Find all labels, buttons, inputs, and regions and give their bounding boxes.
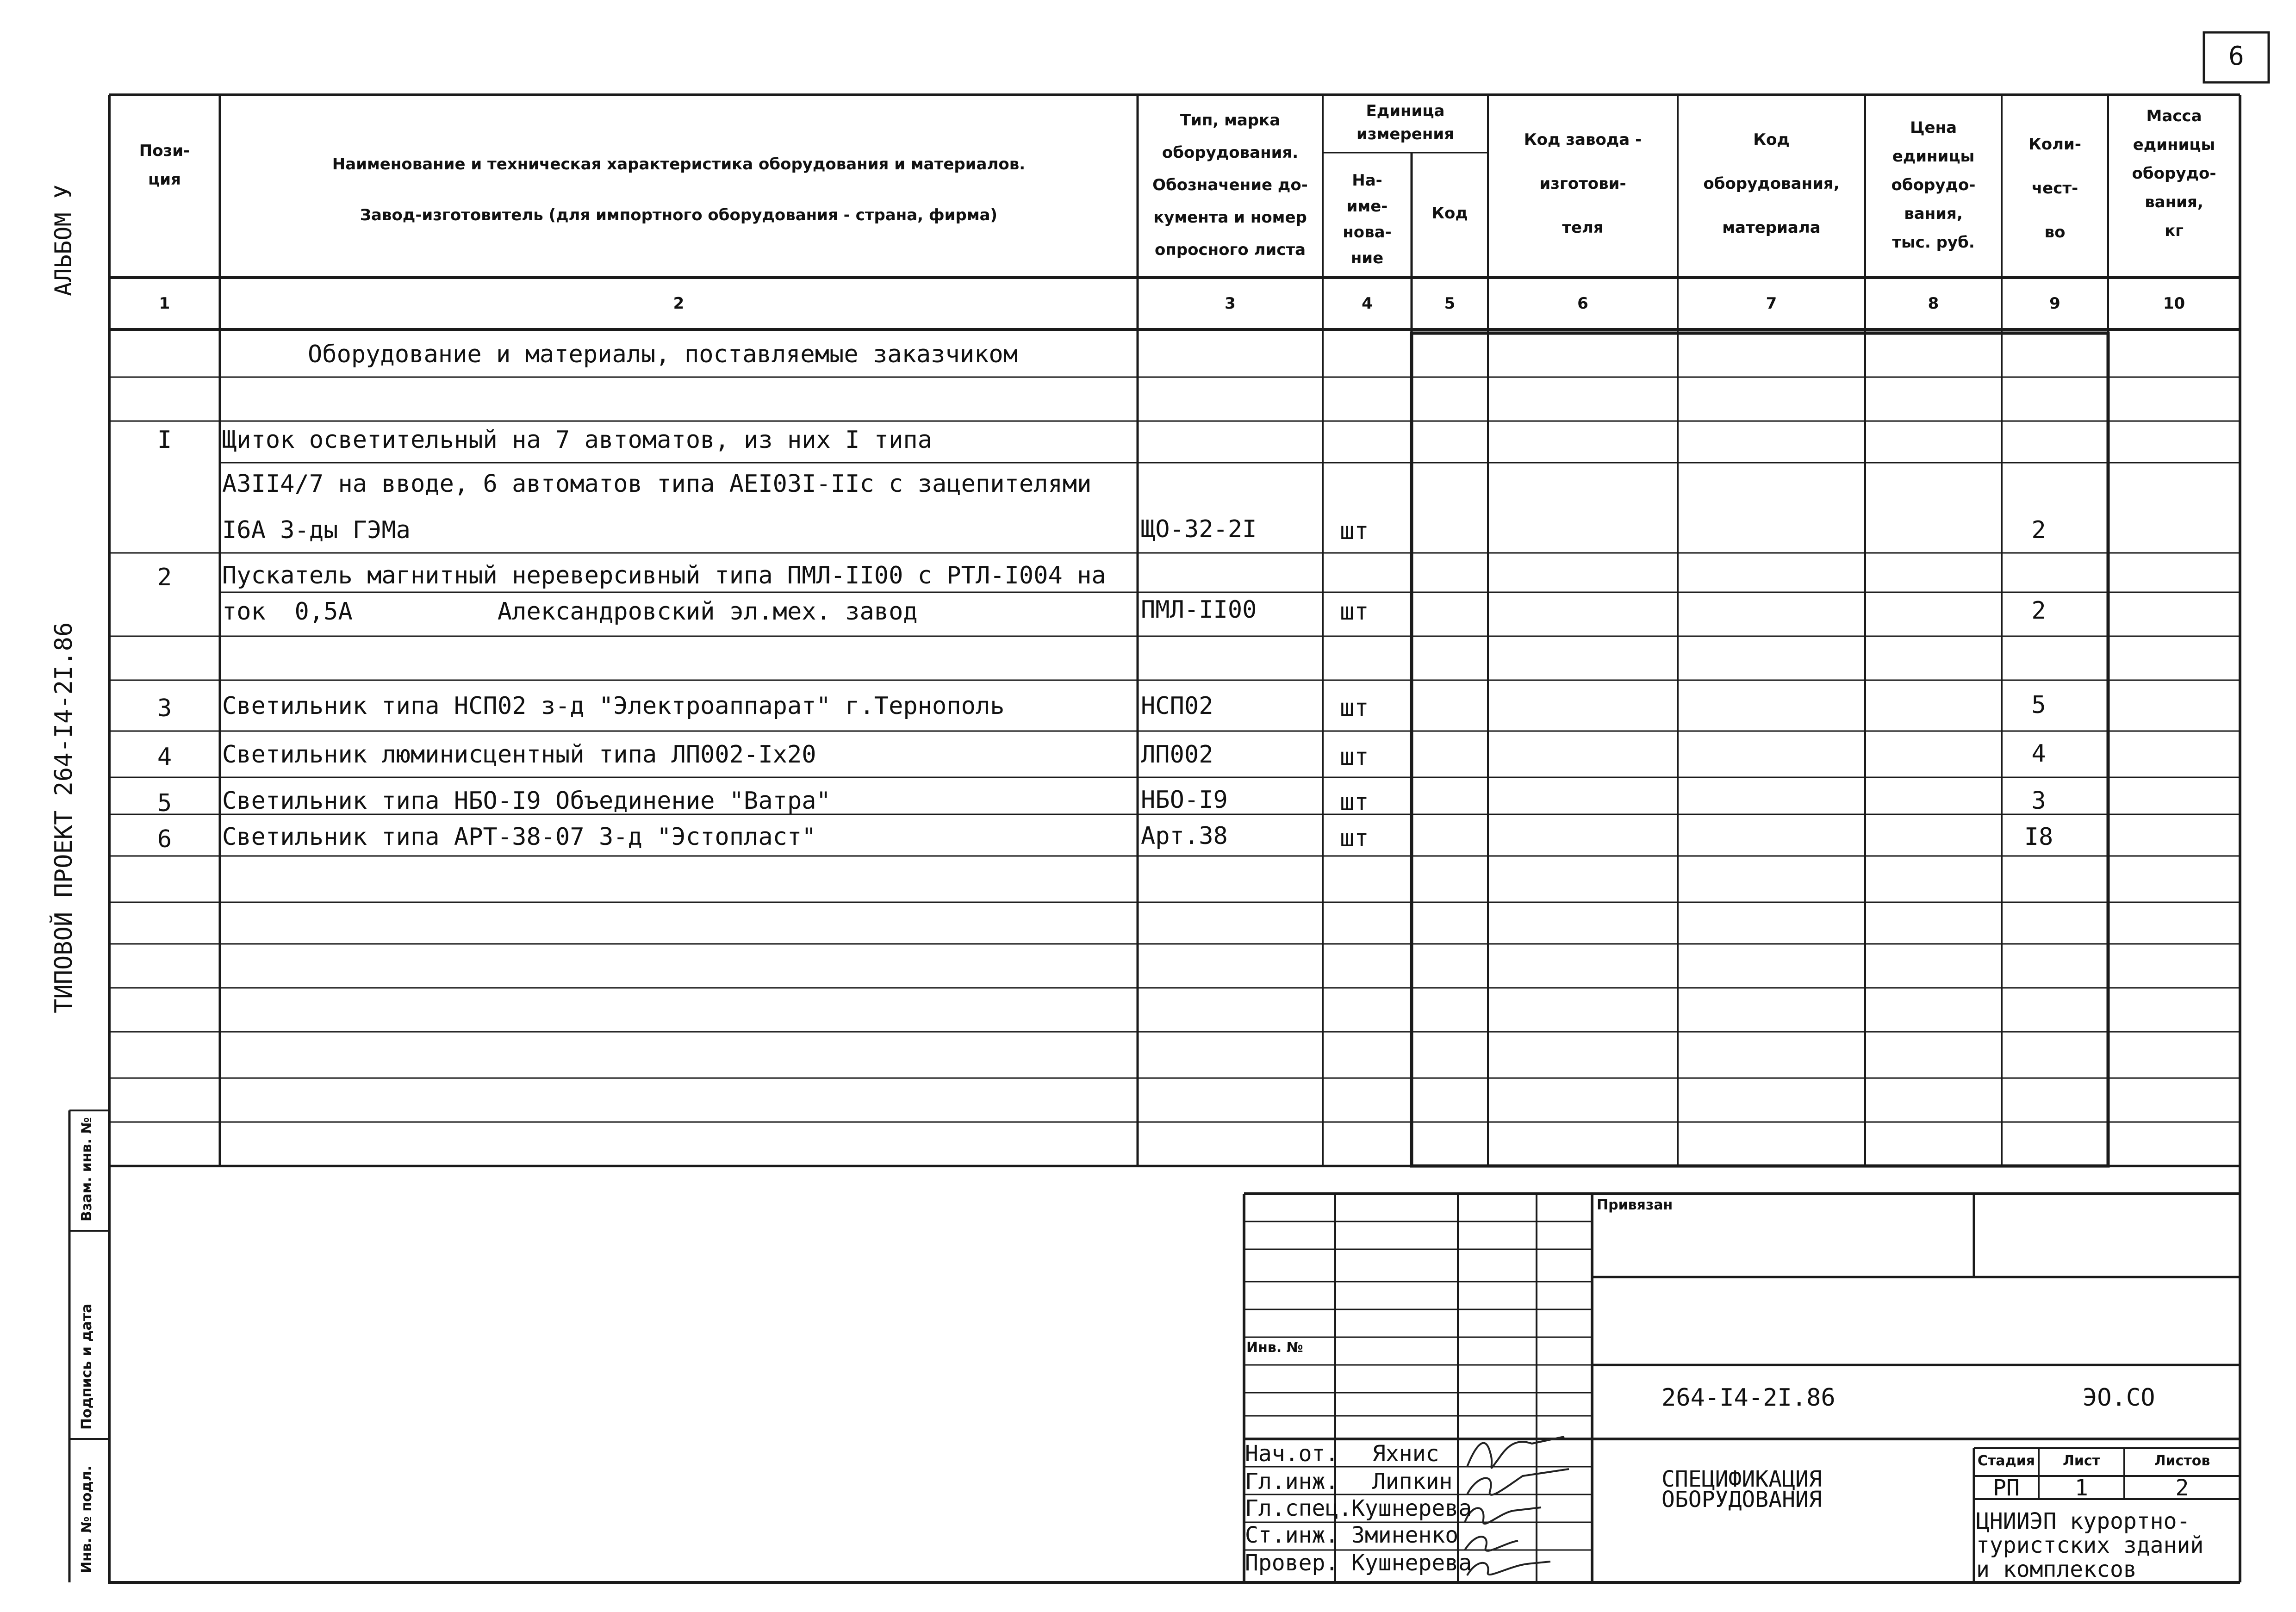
stamp-doc-code: 264-I4-2I.86 (1661, 1384, 1836, 1412)
stamp-organization: ЦНИИЭП курортно- туристских зданий и комплексов (1976, 1508, 2204, 1582)
row-9-qty: I8 (2024, 823, 2053, 851)
row-5-unit: шт (1340, 598, 1369, 626)
row-6-unit: шт (1340, 694, 1369, 722)
signer-2-role: Гл.инж. (1245, 1469, 1339, 1494)
row-8-name: Светильник типа НБО-I9 Объединение "Ватра" (222, 787, 831, 815)
row-5-name: ток 0,5А Александровский эл.мех. завод (222, 598, 918, 626)
colnum-9: 9 (2049, 294, 2060, 313)
row-9-name: Светильник типа АРТ-38-07 З-д "Эстопласт" (222, 823, 816, 851)
row-6-qty: 5 (2031, 691, 2046, 719)
row-7-type: ЛП002 (1141, 741, 1213, 769)
header-type: Тип, марка оборудования. Обозначение до- кумента и номер опросного листа (1152, 111, 1308, 259)
row-7-pos: 4 (157, 743, 172, 771)
signer-1-role: Нач.от. (1245, 1441, 1339, 1467)
signer-4-role: Ст.инж. (1245, 1522, 1339, 1548)
inv-podl-label: Инв. № подл. (79, 1465, 95, 1573)
row-8-unit: шт (1340, 788, 1369, 816)
stamp-mark: ЭО.СО (2083, 1384, 2155, 1412)
stamp-stage-label: Стадия (1977, 1453, 2035, 1469)
row-7-name: Светильник люминисцентный типа ЛП002-Iх20 (222, 741, 816, 769)
album-label: АЛЬБОМ У (50, 185, 77, 296)
signer-5-role: Провер. (1245, 1550, 1339, 1576)
row-4-pos: 2 (157, 564, 172, 591)
header-position: Пози- ция (139, 142, 190, 189)
colnum-2: 2 (673, 294, 684, 313)
row-4-name: Пускатель магнитный нереверсивный типа ПМЛ-II00 с РТЛ-I004 на (222, 562, 1106, 589)
header-unit-code: Код (1431, 204, 1468, 223)
row-2-name: А3II4/7 на вводе, 6 автоматов типа АЕI03I-IIс с зацепителями (222, 470, 1092, 498)
row-9-unit: шт (1340, 825, 1369, 852)
colnum-4: 4 (1362, 294, 1373, 313)
row-8-qty: 3 (2031, 787, 2046, 815)
stamp-sheet: 1 (2075, 1475, 2088, 1501)
header-unit-name: На- име- нова- ние (1343, 171, 1392, 267)
signer-1-name: Яхнис (1372, 1441, 1439, 1467)
project-label: ТИПОВОЙ ПРОЕКТ 264-I4-2I.86 (50, 622, 78, 1013)
row-7-unit: шт (1340, 743, 1369, 771)
colnum-3: 3 (1225, 294, 1236, 313)
header-unit-group: Единица измерения (1356, 102, 1454, 143)
row-1-pos: I (157, 426, 172, 454)
header-price: Цена единицы оборудо- вания, тыс. руб. (1891, 118, 1976, 252)
colnum-7: 7 (1766, 294, 1777, 313)
row-3-qty: 2 (2031, 516, 2046, 544)
header-factory-code: Код завода - изготови- теля (1524, 130, 1642, 237)
signer-3-role: Гл.спец. (1245, 1495, 1352, 1521)
row-6-name: Светильник типа НСП02 з-д "Электроаппарат" г.Тернополь (222, 692, 1005, 720)
colnum-8: 8 (1928, 294, 1939, 313)
row-3-name: I6А З-ды ГЭМа (222, 516, 411, 544)
signatures-scribble (1458, 1425, 1597, 1582)
row-1-name: Щиток осветительный на 7 автоматов, из них I типа (222, 426, 933, 454)
stamp-sheet-label: Лист (2062, 1453, 2101, 1469)
row-8-type: НБО-I9 (1141, 786, 1228, 814)
colnum-5: 5 (1444, 294, 1456, 313)
header-quantity: Коли- чест- во (2028, 135, 2081, 242)
colnum-1: 1 (159, 294, 170, 313)
row-9-pos: 6 (157, 825, 172, 853)
row-7-qty: 4 (2031, 740, 2046, 768)
header-name: Наименование и техническая характеристика оборудования и материалов. Завод-изготовитель (для импортного оборудования - страна, фирма) (332, 155, 1026, 224)
row-6-pos: 3 (157, 694, 172, 722)
signer-4-name: Зминенко (1351, 1522, 1459, 1548)
header-equipment-code: Код оборудования, материала (1703, 130, 1840, 237)
stamp-sheets-label: Листов (2154, 1453, 2210, 1469)
signer-5-name: Кушнерева (1351, 1550, 1472, 1576)
sheet-number: 6 (2228, 41, 2244, 71)
colnum-6: 6 (1577, 294, 1588, 313)
row-8-pos: 5 (157, 789, 172, 817)
signer-3-name: Кушнерева (1351, 1495, 1472, 1521)
vzam-inv-label: Взам. инв. № (79, 1117, 95, 1221)
stamp-sheets: 2 (2175, 1475, 2189, 1501)
row-3-unit: шт (1340, 517, 1369, 545)
section-title: Оборудование и материалы, поставляемые заказчиком (308, 341, 1018, 368)
row-3-type: ЩО-32-2I (1141, 515, 1257, 543)
row-5-type: ПМЛ-II00 (1141, 596, 1257, 624)
header-mass: Масса единицы оборудо- вания, кг (2132, 107, 2216, 240)
stamp-title: СПЕЦИФИКАЦИЯ ОБОРУДОВАНИЯ (1661, 1466, 1822, 1513)
stamp-privyazan: Привязан (1597, 1197, 1673, 1213)
stamp-inv-no: Инв. № (1246, 1339, 1303, 1356)
signer-2-name: Липкин (1372, 1469, 1453, 1494)
row-9-type: Арт.38 (1141, 822, 1228, 850)
colnum-10: 10 (2163, 294, 2185, 313)
row-6-type: НСП02 (1141, 692, 1213, 720)
row-5-qty: 2 (2031, 597, 2046, 625)
podpis-data-label: Подпись и дата (79, 1303, 95, 1430)
stamp-stage: РП (1993, 1475, 2020, 1501)
